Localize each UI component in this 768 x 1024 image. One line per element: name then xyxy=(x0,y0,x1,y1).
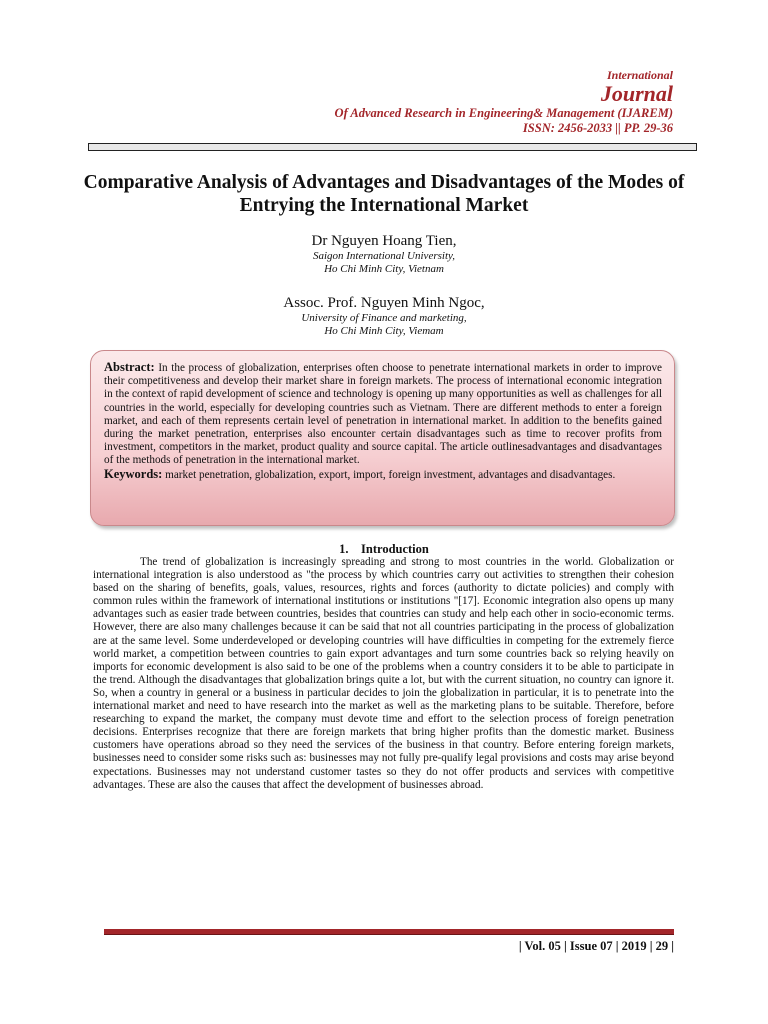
keywords-text: market penetration, globalization, export, import, foreign investment, advantages and disadvantages. xyxy=(165,468,616,481)
abstract-label: Abstract: xyxy=(104,360,155,374)
author-name: Assoc. Prof. Nguyen Minh Ngoc, xyxy=(283,295,485,311)
author-location: Ho Chi Minh City, Vietnam xyxy=(324,263,444,275)
introduction-paragraph: The trend of globalization is increasingly spreading and strong to most countries in the world. Globalization or international integration is also understood as "the process by which countries carry out activities to strengthen their cohesion based on the sharing of benefits, goals, values, resources, rights and forces (authority to dictate policies) and comply with common rules within the framework of international institutions or institutions "[17]. Economic integration also opens up many advantages such as easier trade between countries, besides that countries can study and help each other in socio-economic terms. However, there are also many challenges because it can be said that not all countries participating in the process of globalization are at the same level. Some underdeveloped or developing countries will have difficulties in competing for the extremely fierce world market, a competition between countries to gain export advantages and turn some countries back so relying heavily on imports for economic development is also said to be one of the problems when a country considers it to be able to participate in the trend. Although the disadvantages that globalization brings quite a lot, but with the current situation, no country can ignore it. So, when a country in general or a business in particular decides to join the globalization in particular, it is to penetrate into the international market and need to have research into the market as well as the marketing plans to be suitable. Therefore, before researching to expand the market, the company must devote time and effort to the selection process of foreign penetration decisions. Enterprises recognize that there are foreign markets that bring higher profits than the domestic market. Business customers have operations abroad so they need the services of the business in that country. Before entering foreign markets, businesses need to consider some risks such as: businesses may not fully pre-qualify legal provisions and costs may arise beyond expectations. Businesses may not understand customer tastes so they do not offer products and services with competitive advantages. These are also the causes that affect the development of businesses abroad. xyxy=(93,556,674,791)
footer-rule xyxy=(104,929,674,935)
paper-title: Comparative Analysis of Advantages and Disadvantages of the Modes of Entrying the International Market xyxy=(83,172,685,216)
abstract-box xyxy=(90,350,675,526)
journal-masthead xyxy=(335,68,673,136)
author-name: Dr Nguyen Hoang Tien, xyxy=(311,233,457,249)
page-footer: | Vol. 05 | Issue 07 | 2019 | 29 | xyxy=(518,939,674,953)
masthead-international: International xyxy=(606,68,673,82)
masthead-issn: ISSN: 2456-2033 || PP. 29-36 xyxy=(522,121,673,135)
keywords-paragraph xyxy=(104,468,662,482)
abstract-paragraph xyxy=(104,361,662,468)
header-rule xyxy=(88,143,697,151)
masthead-journal-name: Of Advanced Research in Engineering& Management (IJAREM) xyxy=(334,106,673,120)
section-heading: 1. Introduction xyxy=(339,542,429,556)
author-block-1 xyxy=(0,232,768,276)
author-location: Ho Chi Minh City, Viemam xyxy=(324,325,444,337)
abstract-text: In the process of globalization, enterprises often choose to penetrate international markets in order to improve their competitiveness and develop their market share in foreign markets. The process of international economic integration in the context of rapid development of science and technology is opening up many opportunities as well as challenges for all countries in the world, especially for developing countries such as Vietnam. There are different methods to enter a foreign market, and each of them represents certain level of penetration in international market. In addition to the benefits gained during the market penetration, enterprises also encounter certain disadvantages such as time to recover profits from investment, competitors in the market, product quality and source capital. The article outlinesadvantages and disadvantages of the methods of penetration in the international market. xyxy=(104,362,663,467)
author-affiliation: University of Finance and marketing, xyxy=(301,312,467,324)
keywords-label: Keywords: xyxy=(104,466,163,481)
masthead-journal: Journal xyxy=(600,81,673,106)
author-affiliation: Saigon International University, xyxy=(312,250,456,262)
author-block-2 xyxy=(0,294,768,338)
